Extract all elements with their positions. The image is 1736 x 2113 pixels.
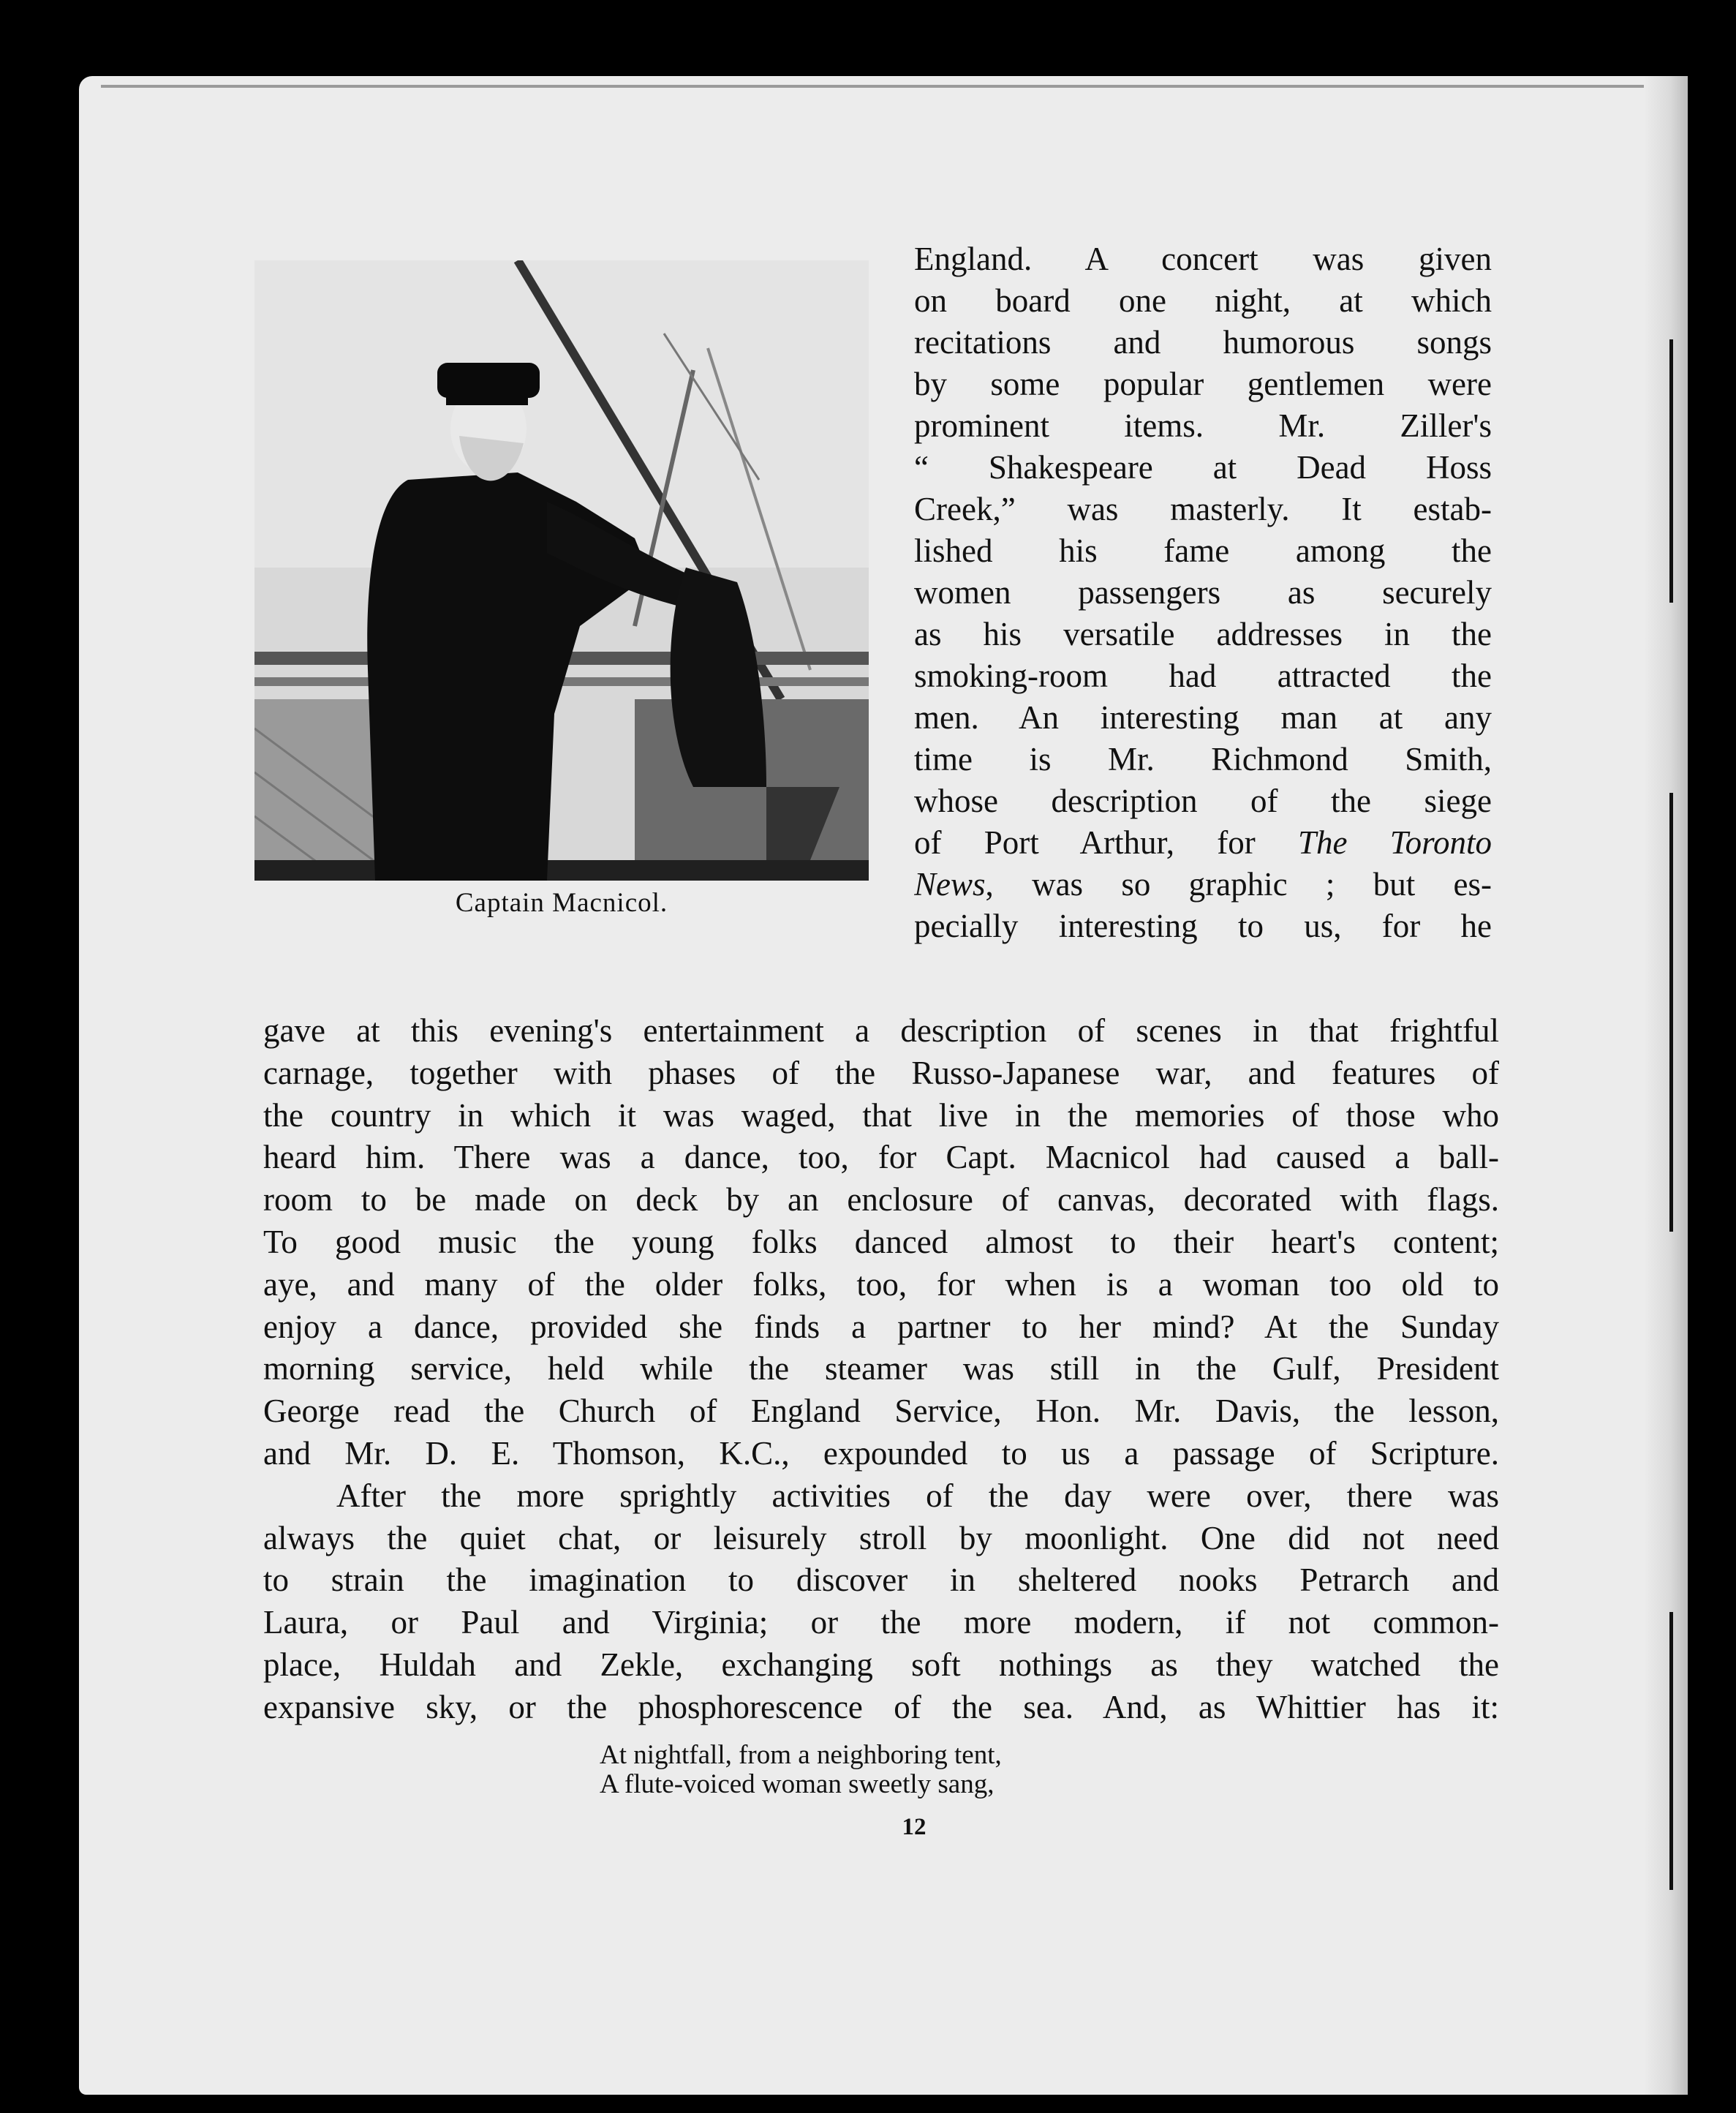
text-line: pecially interesting to us, for he	[914, 908, 1492, 944]
italic-title: The Toronto	[1297, 824, 1492, 861]
text-line-with-italic	[914, 822, 1492, 864]
text-line: aye, and many of the older folks, too, for when is a woman too old to	[263, 1265, 1499, 1303]
captain-photo	[254, 260, 869, 881]
binding-mark	[1669, 1612, 1673, 1890]
page-number: 12	[902, 1814, 927, 1840]
verse-line: A flute-voiced woman sweetly sang,	[600, 1769, 995, 1799]
text-line: place, Huldah and Zekle, exchanging soft nothings as they watched the	[263, 1646, 1499, 1683]
text-line: to strain the imagination to discover in sheltered nooks Petrarch and	[263, 1562, 1499, 1599]
page-top-edge	[101, 85, 1644, 88]
text-line: the country in which it was waged, that live in the memories of those who	[263, 1096, 1499, 1134]
text-line: by some popular gentlemen were	[914, 366, 1492, 402]
photo-caption: Captain Macnicol.	[455, 888, 668, 918]
captain-on-deck-photo-icon	[254, 260, 869, 881]
text-line: George read the Church of England Service, Hon. Mr. Davis, the lesson,	[263, 1393, 1499, 1430]
text-line: room to be made on deck by an enclosure of canvas, decorated with flags.	[263, 1181, 1499, 1219]
verse-line: At nightfall, from a neighboring tent,	[600, 1740, 1002, 1770]
text-line: heard him. There was a dance, too, for Capt. Macnicol had caused a ball-	[263, 1139, 1499, 1176]
italic-title: News	[914, 866, 986, 903]
text-line: always the quiet chat, or leisurely stroll by moonlight. One did not need	[263, 1519, 1499, 1556]
text-line: lished his fame among the	[914, 532, 1492, 569]
text-line: men. An interesting man at any	[914, 699, 1492, 736]
text-line: whose description of the siege	[914, 783, 1492, 819]
page-binding-edge	[1644, 76, 1688, 2095]
text-line: To good music the young folks danced almost to their heart's content;	[263, 1223, 1499, 1260]
text-line: carnage, together with phases of the Russo-Japanese war, and features of	[263, 1054, 1499, 1091]
verse-quotation	[600, 1741, 1185, 1799]
binding-mark	[1669, 793, 1673, 1232]
text-fragment: of Port Arthur, for	[914, 824, 1298, 861]
text-line: England. A concert was given	[914, 241, 1492, 277]
text-line: as his versatile addresses in the	[914, 616, 1492, 652]
text-line: Creek,” was masterly. It estab-	[914, 491, 1492, 527]
text-line: enjoy a dance, provided she finds a partner to her mind? At the Sunday	[263, 1308, 1499, 1345]
text-line: recitations and humorous songs	[914, 324, 1492, 361]
text-line: time is Mr. Richmond Smith,	[914, 741, 1492, 777]
text-line: “ Shakespeare at Dead Hoss	[914, 449, 1492, 486]
text-fragment: , was so graphic ; but es-	[985, 866, 1492, 903]
text-line: gave at this evening's entertainment a description of scenes in that frightful	[263, 1012, 1499, 1049]
text-line-with-italic	[914, 864, 1492, 905]
text-line: prominent items. Mr. Ziller's	[914, 407, 1492, 444]
wrapped-text-column	[914, 238, 1492, 947]
text-line: expansive sky, or the phosphorescence of the sea. And, as Whittier has it:	[263, 1688, 1499, 1725]
text-line: smoking-room had attracted the	[914, 658, 1492, 694]
binding-mark	[1669, 339, 1673, 603]
text-line: and Mr. D. E. Thomson, K.C., expounded to us a passage of Scripture.	[263, 1434, 1499, 1472]
text-line: on board one night, at which	[914, 282, 1492, 319]
paragraph-first-line: After the more sprightly activities of the day were over, there was	[336, 1477, 1499, 1514]
text-line: morning service, held while the steamer was still in the Gulf, President	[263, 1350, 1499, 1387]
full-width-text	[263, 1010, 1499, 1729]
text-line: women passengers as securely	[914, 574, 1492, 611]
text-line: Laura, or Paul and Virginia; or the more modern, if not common-	[263, 1604, 1499, 1641]
